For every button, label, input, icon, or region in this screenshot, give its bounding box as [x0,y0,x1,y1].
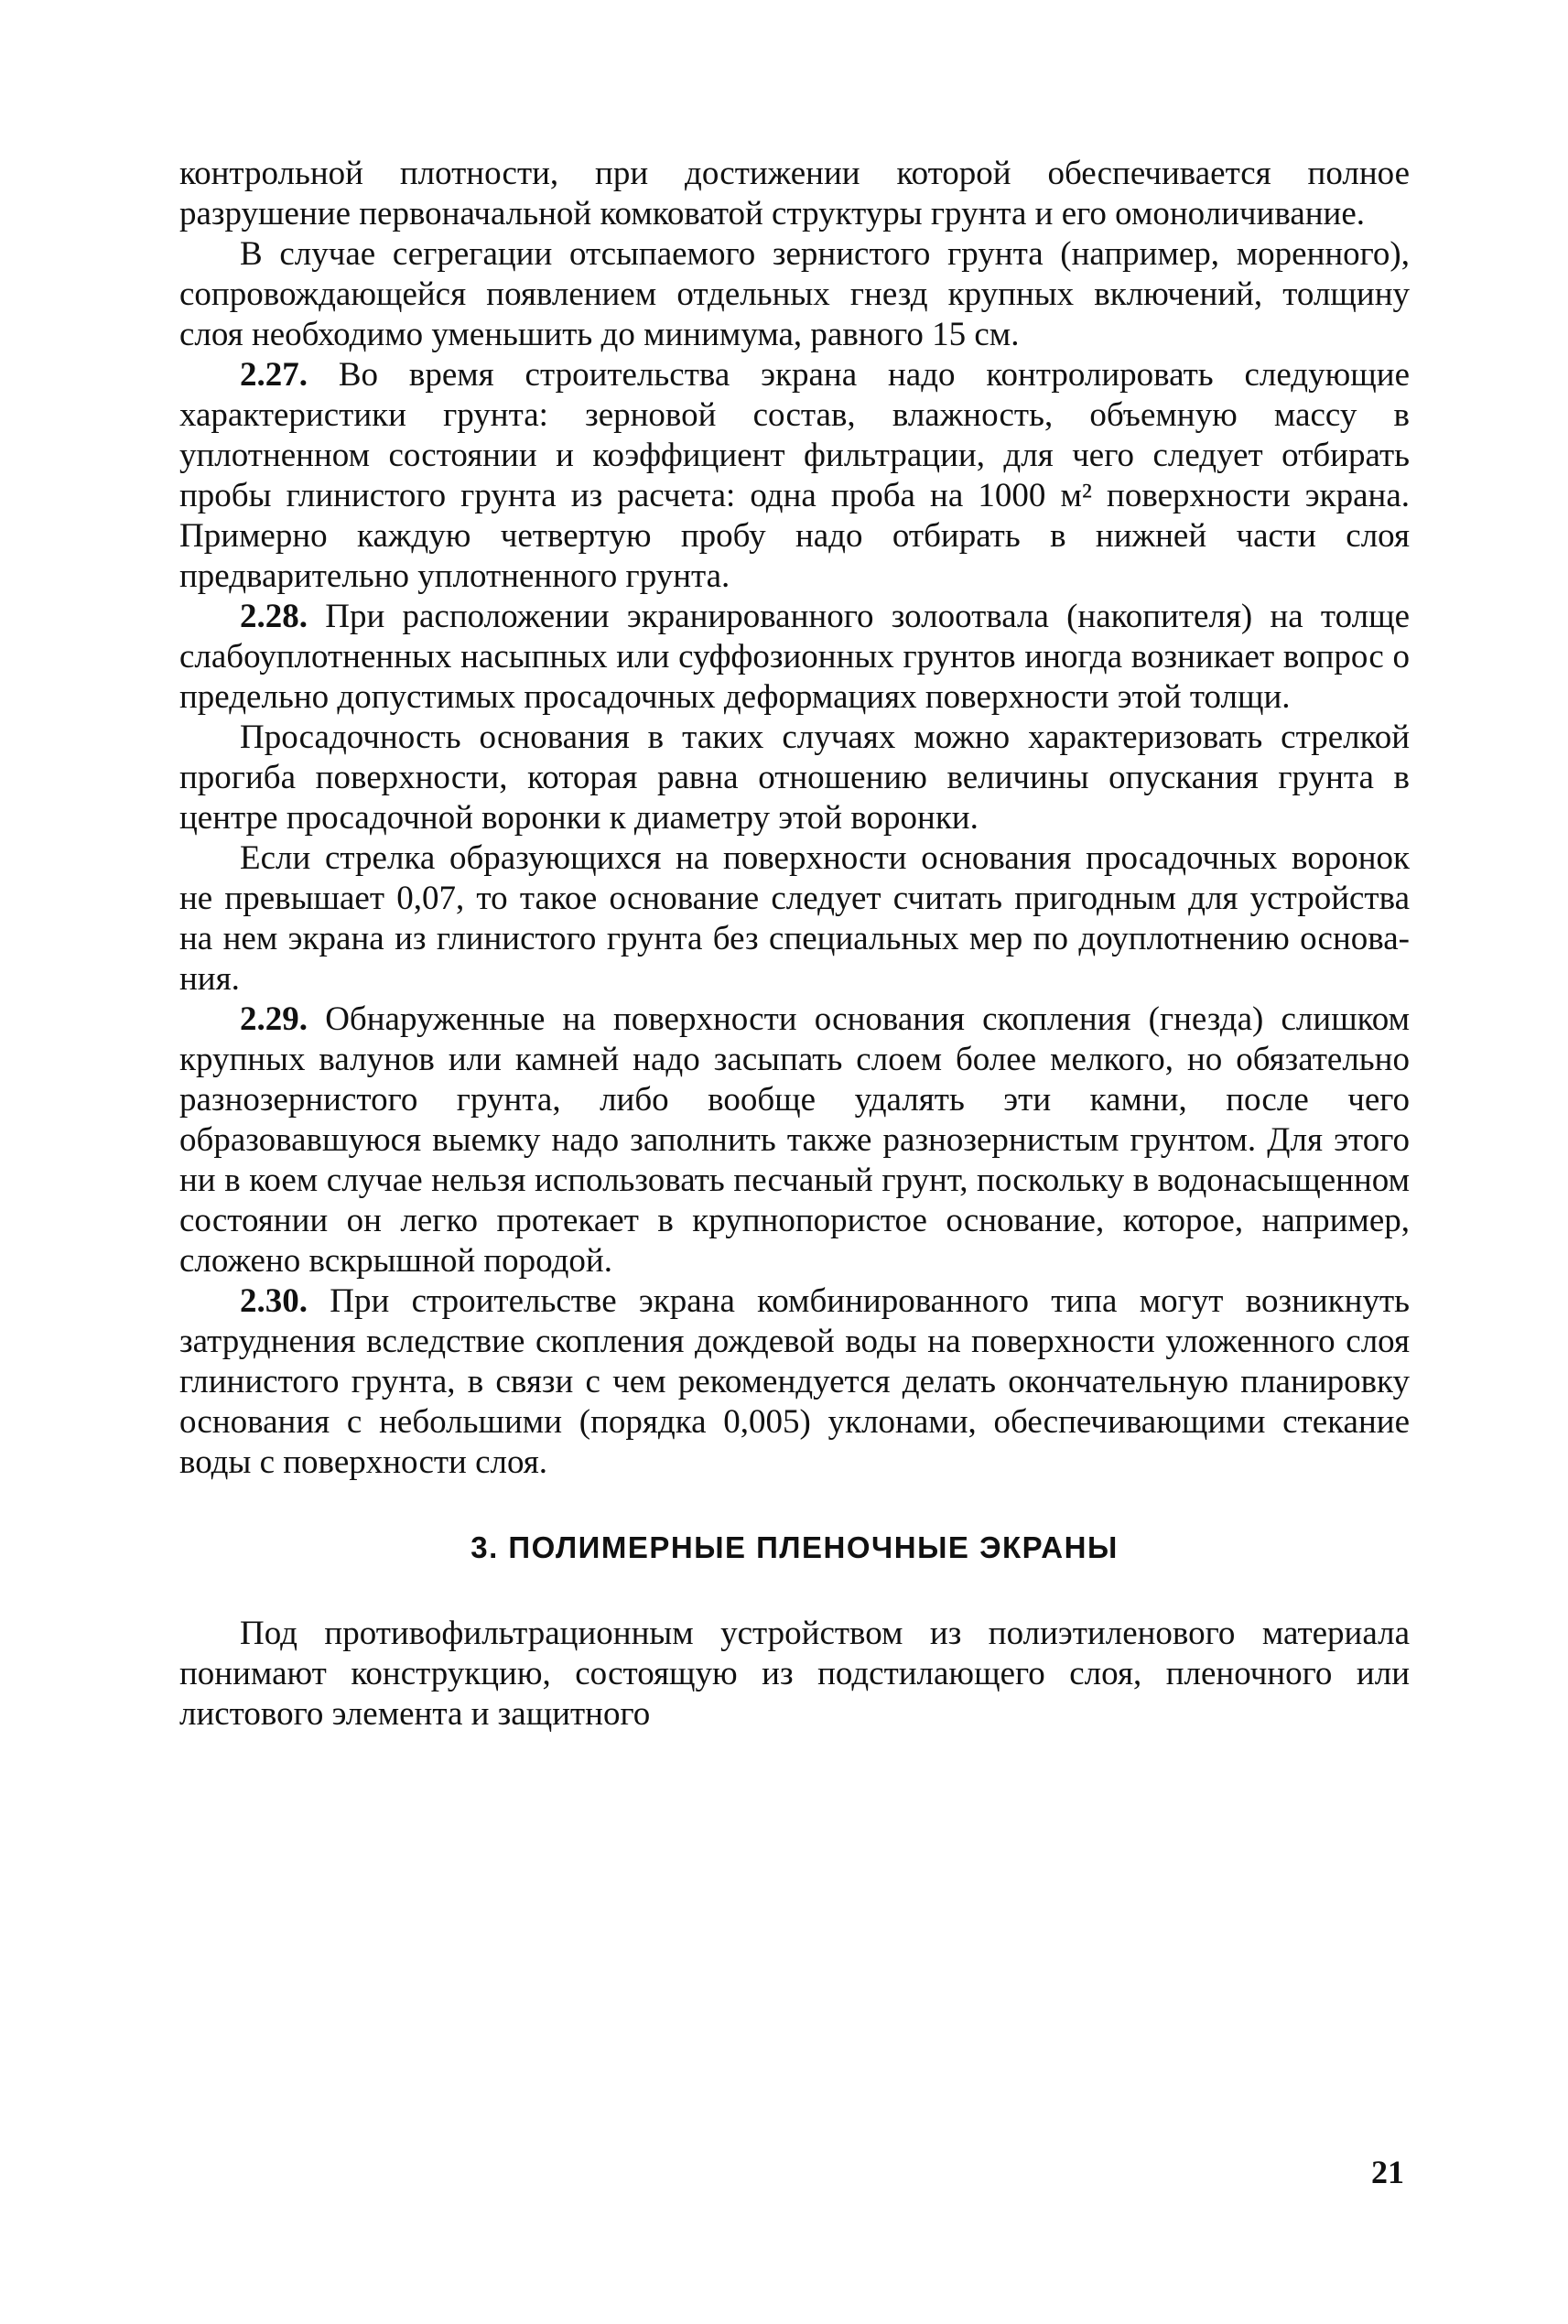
paragraph-text: При расположении экранированного золоотвала (накопителя) на толще слабоуплотненных насыпных или суффозионных грунтов иногда возникает вопрос о предельно допустимых просадочных деформациях поверхности этой толщи. [179,598,1410,716]
paragraph [179,154,1410,234]
paragraph-text: Во время строительства экрана надо контролировать следующие характеристики грунта: зерновой состав, влажность, объемную массу в уплотненном состоянии и коэффициент фильтрации, для чего следует отбирать пробы глинистого грунта из расчета: одна проба на 1000 м² поверхности экрана. Примерно каждую четвертую пробу надо отбирать в нижней части слоя предварительно уплотненного грунта. [179,356,1410,595]
clause-number: 2.29. [240,1000,308,1038]
paragraphs-after [179,1614,1410,1735]
paragraph-text: Если стрелка образующихся на поверхности основания просадочных воронок не превышает 0,07, то такое основание следует считать пригодным для устройства на нем экрана из глинистого грунта без специальных мер по доуплотнению основания. [179,839,1410,998]
paragraph [179,1000,1410,1281]
paragraph-text: В случае сегрегации отсыпаемого зернистого грунта (например, моренного), сопровождающейся появлением отдельных гнезд крупных включений, толщину слоя необходимо уменьшить до минимума, равного 15 см. [179,235,1410,353]
clause-number: 2.30. [240,1282,308,1320]
paragraph-text: При строительстве экрана комбинированного типа могут возникнуть затруднения вследствие скопления дождевой воды на поверхности уложенного слоя глинистого грунта, в связи с чем рекомендуется делать окончательную планировку основания с небольшими (порядка 0,005) уклонами, обеспечивающими стекание воды с поверхности слоя. [179,1282,1410,1481]
section-heading: 3. ПОЛИМЕРНЫЕ ПЛЕНОЧНЫЕ ЭКРАНЫ [470,1530,1119,1564]
paragraph [179,1281,1410,1483]
paragraph-text: Просадочность основания в таких случаях можно характеризовать стрелкой прогиба поверхности, которая равна отношению величины опускания грунта в центре просадочной воронки к диаметру этой воронки. [179,719,1410,837]
clause-number: 2.28. [240,598,308,635]
page-number: 21 [1371,2154,1404,2190]
paragraph [179,597,1410,718]
paragraph-text: Обнаруженные на поверхности основания скопления (гнезда) слишком крупных валунов или камней надо засыпать слоем более мелкого, но обязательно разнозернистого грунта, либо вообще удалять эти камни, после чего образовавшуюся выемку надо заполнить также разнозернистым грунтом. Для этого ни в коем случае нельзя использовать песчаный грунт, поскольку в водонасыщенном состоянии он легко протекает в крупнопористое основание, которое, например, сложено вскрышной породой. [179,1000,1410,1280]
paragraph [179,1614,1410,1735]
clause-number: 2.27. [240,356,308,394]
paragraph [179,718,1410,838]
paragraph [179,838,1410,1000]
paragraphs-before [179,154,1410,1483]
paragraph-text: Под противофильтрационным устройством из полиэтиленового материала понимают конструкцию, состоящую из подстилающего слоя, пленочного или листового элемента и защитного [179,1615,1410,1733]
paragraph-text: контрольной плотности, при достижении которой обеспечивается полное разрушение первоначальной комковатой структуры грунта и его омоноличивание. [179,155,1410,232]
body-text [179,154,1410,1735]
paragraph [179,355,1410,597]
paragraph [179,234,1410,355]
